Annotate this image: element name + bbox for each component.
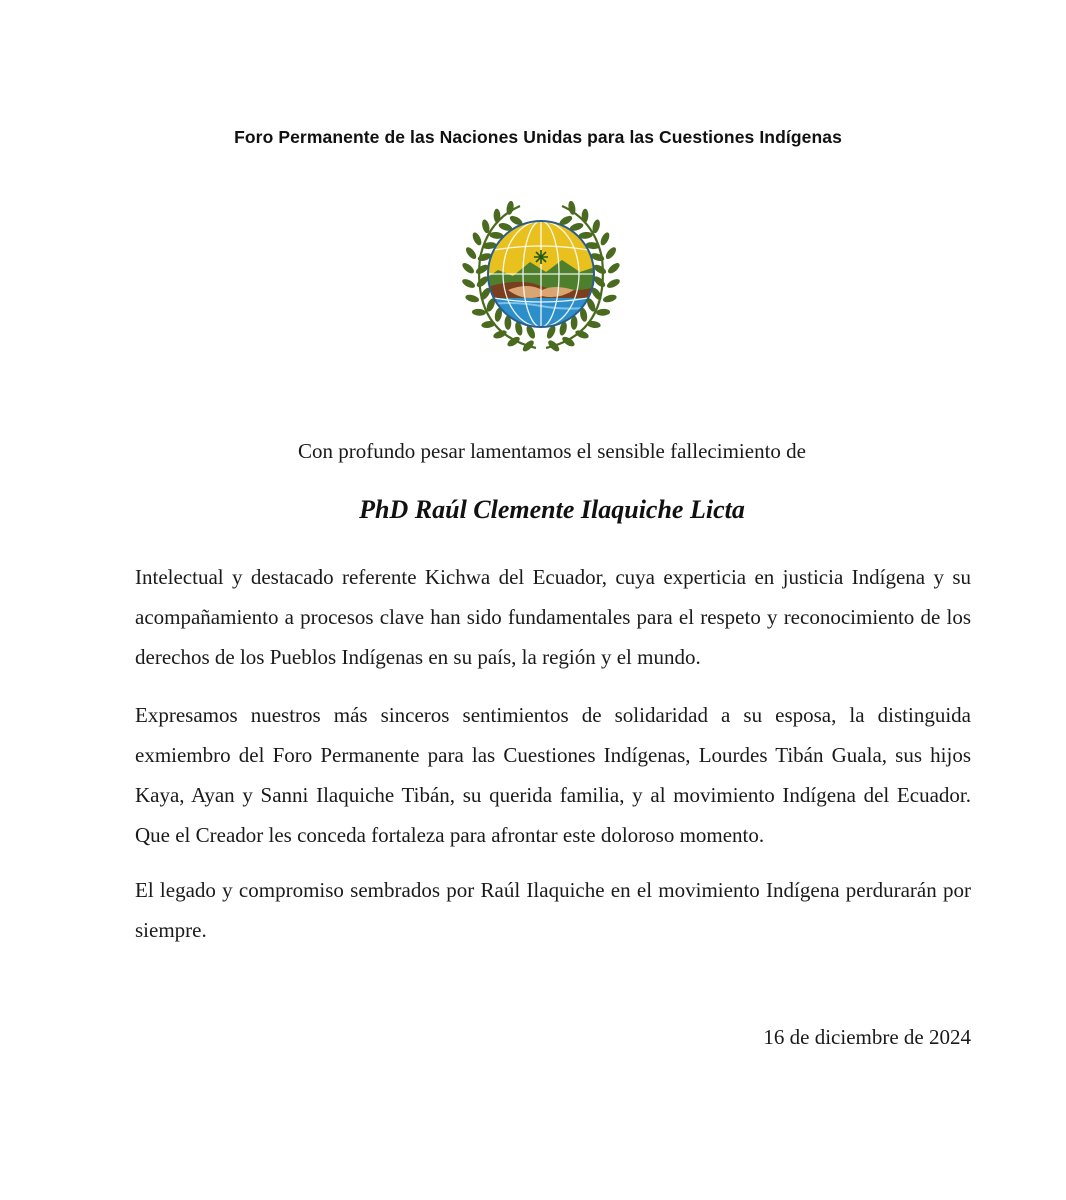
laurel-leaf	[471, 231, 483, 247]
condolence-paragraph: Expresamos nuestros más sinceros sentimientos de solidaridad a su esposa, la distinguida exmiembro del Foro Permanente para las Cuestiones Indígenas, Lourdes Tibán Guala, sus hijos Kaya, Ayan y Sanni Ilaquiche Tibán, su querida familia, y al movimiento Indígena del Ecuador. Que el Creador les conceda fortaleza para afrontar este doloroso momento.	[135, 703, 971, 847]
laurel-leaf	[521, 339, 536, 354]
laurel-leaf	[465, 293, 480, 303]
legacy-paragraph: El legado y compromiso sembrados por Raúl Ilaquiche en el movimiento Indígena perdurarán por siempre.	[135, 878, 971, 942]
laurel-leaf	[599, 231, 611, 247]
unpfii-emblem-icon	[458, 198, 624, 360]
laurel-leaf	[604, 245, 618, 260]
honoree-name: PhD Raúl Clemente Ilaquiche Licta	[359, 495, 745, 524]
tribute-paragraph: Intelectual y destacado referente Kichwa del Ecuador, cuya experticia en justicia Indígena y su acompañamiento a procesos clave han sido fundamentales para el respeto y reconocimiento de los derechos de los Pueblos Indígenas en su país, la región y el mundo.	[135, 565, 971, 669]
laurel-leaf	[461, 261, 476, 275]
laurel-leaf	[464, 245, 478, 260]
laurel-leaf	[602, 293, 617, 303]
document-date: 16 de diciembre de 2024	[763, 1025, 971, 1049]
laurel-leaf	[596, 309, 610, 317]
laurel-leaf	[606, 261, 621, 275]
laurel-leaf	[472, 309, 486, 317]
laurel-leaf	[461, 277, 477, 289]
laurel-leaf	[546, 339, 561, 354]
organization-header: Foro Permanente de las Naciones Unidas para las Cuestiones Indígenas	[234, 127, 842, 147]
intro-line: Con profundo pesar lamentamos el sensible fallecimiento de	[298, 439, 806, 463]
laurel-leaf	[606, 277, 622, 289]
